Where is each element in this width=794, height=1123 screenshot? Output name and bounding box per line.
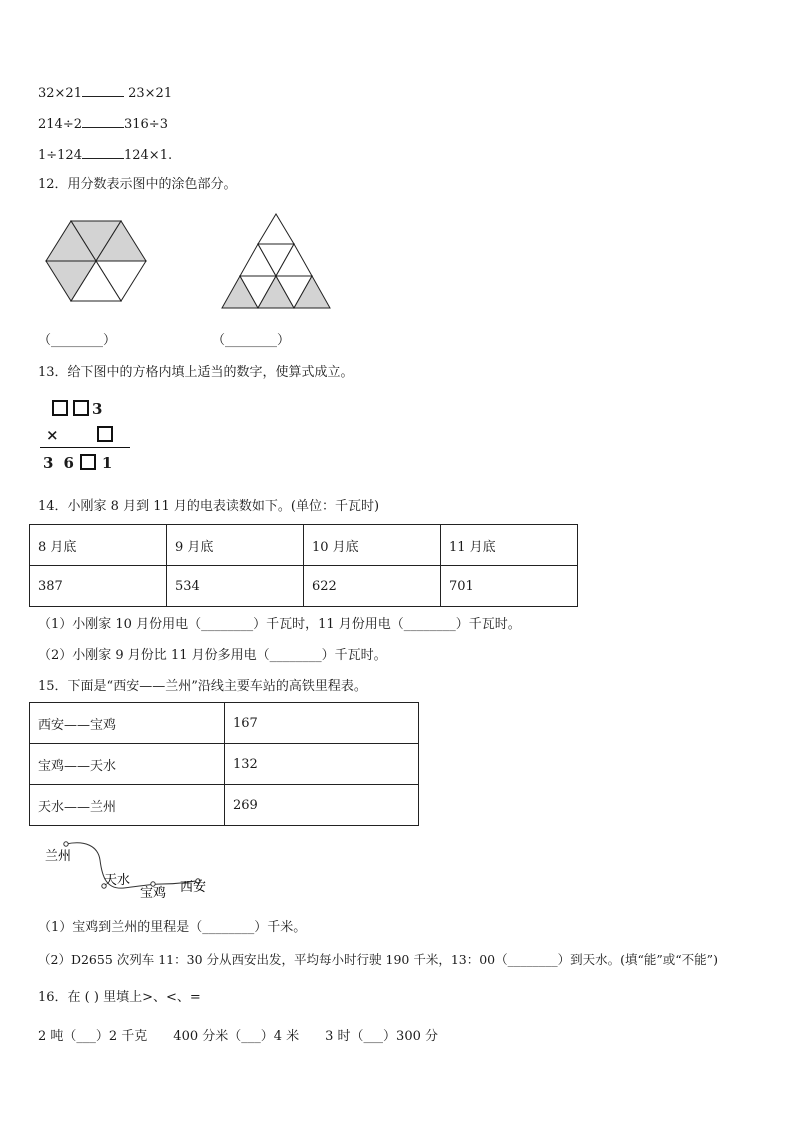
digit-box[interactable] <box>52 400 68 416</box>
q14-sub-2: （2）小刚家 9 月份比 11 月份多用电（________）千瓦时。 <box>38 648 387 663</box>
compare-right: 23×21 <box>128 86 173 101</box>
compare-right: 124×1. <box>123 148 173 163</box>
station-tianshui-label: 天水 <box>104 873 131 888</box>
table-row <box>30 525 578 566</box>
table-cell: 534 <box>167 566 304 607</box>
multiplication-rule <box>40 447 130 448</box>
digit-box[interactable] <box>97 426 113 442</box>
table-header: 8 月底 <box>30 525 167 566</box>
q12-answer-2[interactable]: （________） <box>212 333 291 348</box>
answer-blank[interactable] <box>82 145 124 159</box>
question-13-title: 13．给下图中的方格内填上适当的数字，使算式成立。 <box>38 365 354 380</box>
table-cell: 622 <box>304 566 441 607</box>
question-15-title: 15．下面是“西安——兰州”沿线主要车站的高铁里程表。 <box>38 679 367 694</box>
table-cell-route: 天水——兰州 <box>30 785 225 826</box>
question-12-title: 12．用分数表示图中的涂色部分。 <box>38 177 237 192</box>
compare-right: 316÷3 <box>123 117 168 132</box>
station-lanzhou-dot <box>64 842 68 846</box>
hexagon-figure <box>44 218 148 304</box>
table-row <box>30 744 419 785</box>
multiplicand-digit: 3 <box>92 400 103 418</box>
station-xian-label: 西安 <box>180 880 207 895</box>
meter-table <box>29 524 578 607</box>
digit-box[interactable] <box>73 400 89 416</box>
table-row <box>30 785 419 826</box>
table-row <box>30 566 578 607</box>
table-row <box>30 703 419 744</box>
q14-sub-1: （1）小刚家 10 月份用电（________）千瓦时，11 月份用电（________）千瓦时。 <box>38 617 521 632</box>
product-digit: 1 <box>101 454 113 472</box>
multiplication-row-2 <box>46 426 113 444</box>
compare-left: 1÷124 <box>38 148 82 163</box>
table-cell: 387 <box>30 566 167 607</box>
station-baoji-label: 宝鸡 <box>140 886 167 900</box>
table-cell-route: 西安——宝鸡 <box>30 703 225 744</box>
triangle-figure <box>220 212 332 310</box>
product-digit: 3 <box>43 454 54 472</box>
table-header: 9 月底 <box>167 525 304 566</box>
mileage-table <box>29 702 419 826</box>
table-header: 11 月底 <box>441 525 578 566</box>
digit-box[interactable] <box>80 454 96 470</box>
answer-blank[interactable] <box>82 83 124 97</box>
multiplication-row-3 <box>43 454 112 472</box>
table-cell-km: 167 <box>225 703 419 744</box>
route-map <box>40 838 220 900</box>
station-lanzhou-label: 兰州 <box>45 849 72 864</box>
compare-line-3 <box>38 145 172 165</box>
compare-line-2 <box>38 114 168 134</box>
table-cell-route: 宝鸡——天水 <box>30 744 225 785</box>
q15-sub-1: （1）宝鸡到兰州的里程是（________）千米。 <box>38 920 307 935</box>
q16-line: 2 吨（___）2 千克 400 分米（___）4 米 3 时（___）300 分 <box>38 1029 439 1044</box>
tri-top <box>258 214 294 244</box>
q15-sub-2: （2）D2655 次列车 11：30 分从西安出发，平均每小时行驶 190 千米，13：00（________）到天水。(填“能”或“不能”) <box>38 952 718 967</box>
table-cell-km: 132 <box>225 744 419 785</box>
product-digit: 6 <box>63 454 74 472</box>
times-sign: × <box>46 426 59 444</box>
answer-blank[interactable] <box>82 114 124 128</box>
compare-left: 214÷2 <box>38 117 82 132</box>
table-cell: 701 <box>441 566 578 607</box>
compare-left: 32×21 <box>38 86 82 101</box>
question-16-title: 16．在 ( ) 里填上>、<、= <box>38 990 201 1005</box>
q12-answer-1[interactable]: （________） <box>38 333 117 348</box>
table-cell-km: 269 <box>225 785 419 826</box>
question-14-title: 14．小刚家 8 月到 11 月的电表读数如下。(单位：千瓦时) <box>38 499 380 514</box>
multiplication-row-1 <box>52 400 102 418</box>
table-header: 10 月底 <box>304 525 441 566</box>
compare-line-1 <box>38 83 172 103</box>
